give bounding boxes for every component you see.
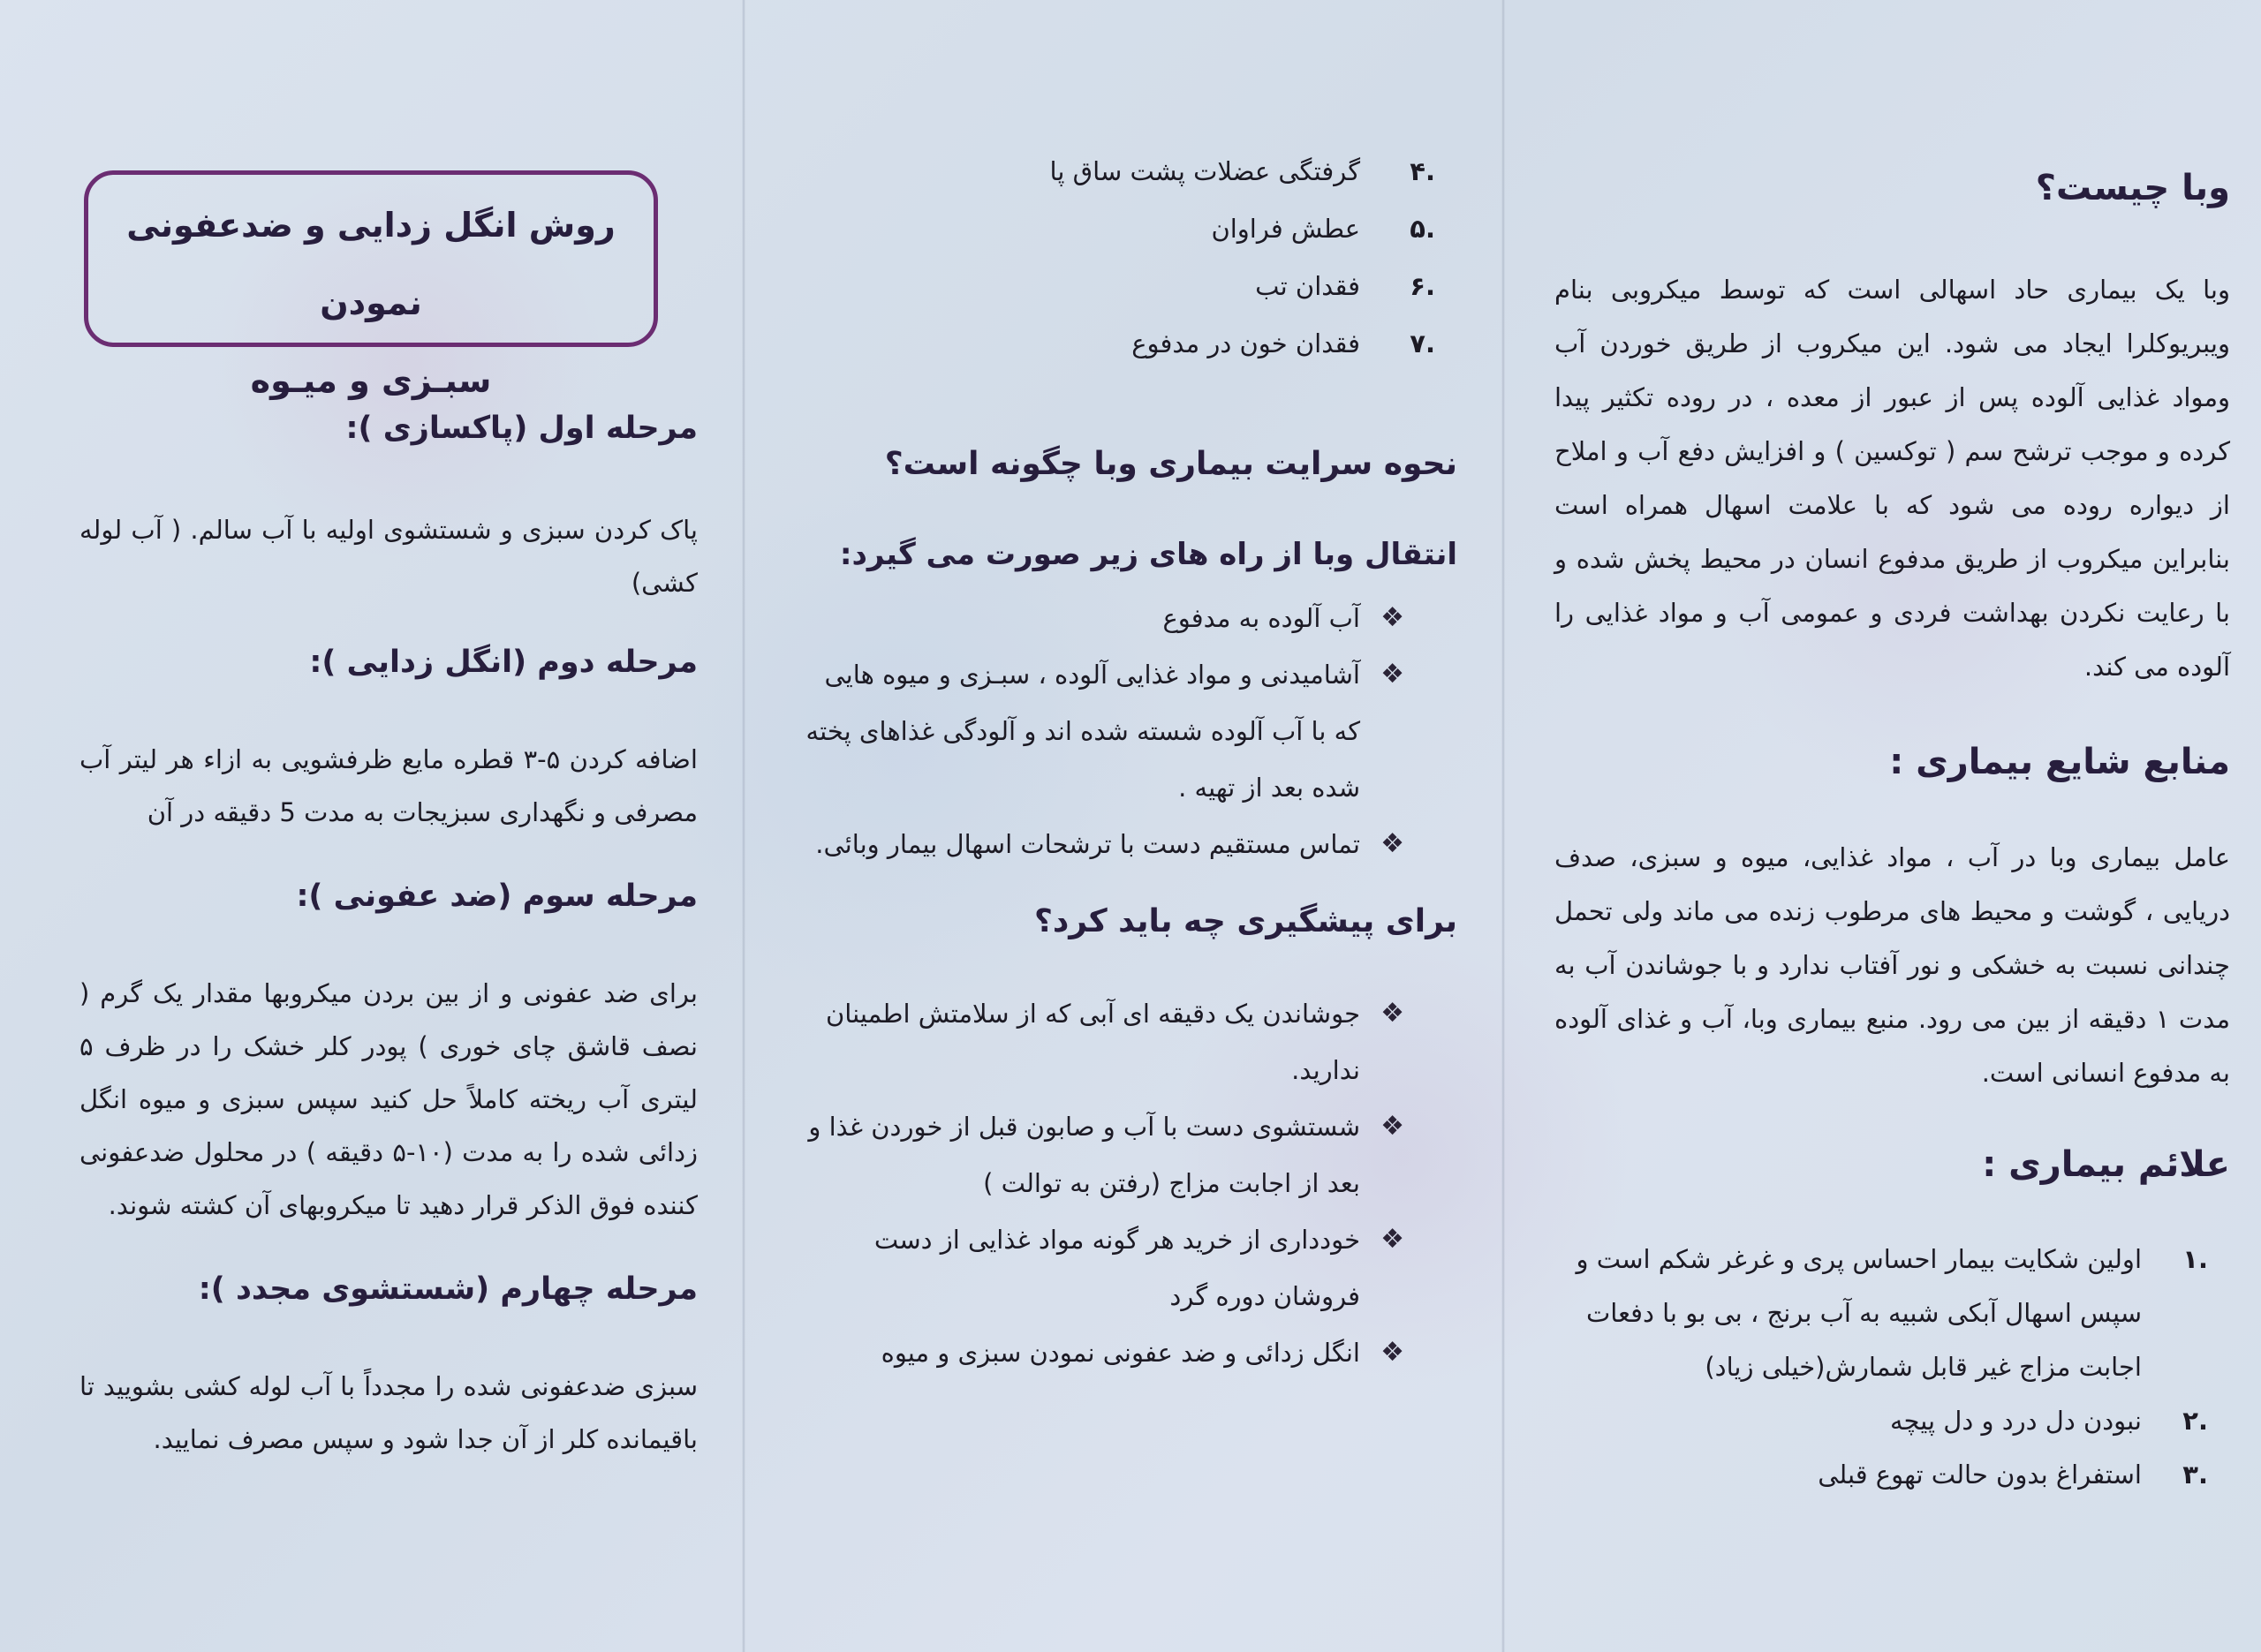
list-item	[795, 1324, 1457, 1381]
title-box-line-2: سبـزی و میـوه	[250, 361, 492, 400]
item-text: نبودن دل درد و دل پیچه	[1889, 1406, 2142, 1436]
item-text: خودداری از خرید هر گونه مواد غذایی از دست فروشان دوره گرد	[873, 1225, 1360, 1311]
bullet-icon: ❖	[1380, 1111, 1404, 1142]
item-text: استفراغ بدون حالت تهوع قبلی	[1818, 1460, 2142, 1490]
bullet-icon: ❖	[1380, 828, 1404, 859]
bullet-icon: ❖	[1380, 1224, 1404, 1255]
item-number: .۶	[1410, 271, 1435, 301]
list-item	[795, 985, 1457, 1098]
item-text: جوشاندن یک دقیقه ای آبی که از سلامتش اطمینان ندارید.	[825, 999, 1360, 1085]
prevention-list	[795, 985, 1457, 1381]
item-number: .۲	[2182, 1406, 2208, 1436]
bullet-icon: ❖	[1380, 602, 1404, 633]
heading-disease-sources: منابع شایع بیماری :	[1889, 742, 2230, 782]
list-item	[795, 315, 1457, 373]
item-text: شستشوی دست با آب و صابون قبل از خوردن غذا و بعد از اجابت مزاج (رفتن به توالت )	[808, 1112, 1360, 1198]
paragraph-step-1: پاک کردن سبزی و شستشوی اولیه با آب سالم. ( آب لوله کشی)	[79, 515, 698, 598]
list-item	[795, 1098, 1457, 1211]
heading-step-4: مرحله چهارم (شستشوی مجدد ):	[198, 1271, 698, 1307]
item-text: آشامیدنی و مواد غذایی آلوده ، سبـزی و میوه هایی که با آب آلوده شسته شده اند و آلودگی غذاهای پخته شده بعد از تهیه .	[805, 660, 1360, 803]
heading-step-2: مرحله دوم (انگل زدایی ):	[309, 645, 698, 680]
item-text: آب آلوده به مدفوع	[1162, 603, 1360, 633]
item-text: عطش فراوان	[1211, 214, 1360, 244]
bullet-icon: ❖	[1380, 998, 1404, 1029]
item-text: گرفتگی عضلات پشت ساق پا	[1049, 156, 1360, 186]
list-item	[795, 258, 1457, 315]
heading-what-is-cholera: وبا چیست؟	[2035, 168, 2230, 208]
title-box-line-1: روش انگل زدایی و ضدعفونی نمودن	[126, 206, 616, 322]
disinfection-title-box	[84, 170, 658, 400]
paragraph-step-4: سبزی ضدعفونی شده را مجدداً با آب لوله کشی بشویید تا باقیمانده کلر از آن جدا شود و سپس مصرف نمایید.	[79, 1371, 698, 1454]
list-item	[795, 646, 1457, 816]
paragraph-step-3: برای ضد عفونی و از بین بردن میکروبها مقدار یک گرم ( نصف قاشق چای خوری ) پودر کلر خشک را در ظرف ۵ لیتری آب ریخته کاملاً حل کنید سپس سبزی و میوه انگل زدائی شده را به مدت (۱۰-۵ دقیقه ) در محلول ضدعفونی کننده فوق الذکر قرار دهید تا میکروبهای آن کشته شوند.	[79, 978, 698, 1220]
paragraph-what-is-cholera: وبا یک بیماری حاد اسهالی است که توسط میکروبی بنام ویبریوکلرا ایجاد می شود. این میکروب از طریق خوردن آب ومواد غذایی آلوده پس از عبور از معده ، در روده تکثیر پیدا کرده و موجب ترشح سم ( توکسین ) و افزایش دفع آب و املاح از دیواره روده می شود که با علامت اسهال همراه است بنابراین میکروب از طریق مدفوع انسان در محیط پخش شده و با رعایت نکردن بهداشت فردی و عمومی آب و مواد غذایی را آلوده می کند.	[1554, 275, 2230, 682]
heading-transmission: نحوه سرایت بیماری وبا چگونه است؟	[884, 446, 1457, 482]
subheading-transmission-routes: انتقال وبا از راه های زیر صورت می گیرد:	[839, 537, 1457, 572]
paragraph-step-2: اضافه کردن ۵-۳ قطره مایع ظرفشویی به ازاء هر لیتر آب مصرفی و نگهداری سبزیجات به مدت 5 دقیقه در آن	[79, 744, 698, 827]
item-number: .۳	[2182, 1460, 2208, 1490]
heading-prevention: برای پیشگیری چه باید کرد؟	[1033, 903, 1457, 939]
item-text: اولین شکایت بیمار احساس پری و غرغر شکم است و سپس اسهال آبکی شبیه به آب برنج ، بی بو با دفعات اجابت مزاج غیر قابل شمارش(خیلی زیاد)	[1576, 1244, 2142, 1382]
item-text: فقدان تب	[1255, 271, 1360, 301]
item-text: فقدان خون در مدفوع	[1131, 328, 1360, 358]
fold-line-left	[742, 0, 745, 1652]
list-item	[1554, 1394, 2230, 1448]
heading-step-1: مرحله اول (پاکسازی ):	[345, 411, 698, 446]
symptoms-list-continued	[795, 143, 1457, 373]
item-number: .۱	[2182, 1244, 2208, 1274]
item-number: .۵	[1410, 214, 1435, 244]
list-item	[1554, 1448, 2230, 1502]
symptoms-list	[1554, 1233, 2230, 1502]
list-item	[795, 590, 1457, 646]
paragraph-disease-sources: عامل بیماری وبا در آب ، مواد غذایی، میوه و سبزی، صدف دریایی ، گوشت و محیط های مرطوب زنده می ماند ولی تحمل چندانی نسبت به خشکی و نور آفتاب ندارد و با جوشاندن آب به مدت ۱ دقیقه از بین می رود. منبع بیماری وبا، آب و غذای آلوده به مدفوع انسانی است.	[1554, 842, 2230, 1088]
list-item	[1554, 1233, 2230, 1394]
item-text: انگل زدائی و ضد عفونی نمودن سبزی و میوه	[881, 1338, 1360, 1368]
item-number: .۷	[1410, 328, 1435, 358]
heading-symptoms: علائم بیماری :	[1982, 1144, 2230, 1185]
list-item	[795, 1211, 1457, 1324]
heading-step-3: مرحله سوم (ضد عفونی ):	[296, 879, 698, 914]
list-item	[795, 816, 1457, 872]
item-number: .۴	[1410, 156, 1435, 186]
transmission-list	[795, 590, 1457, 872]
bullet-icon: ❖	[1380, 659, 1404, 690]
item-text: تماس مستقیم دست با ترشحات اسهال بیمار وبائی.	[815, 829, 1360, 859]
list-item	[795, 143, 1457, 200]
bullet-icon: ❖	[1380, 1337, 1404, 1368]
list-item	[795, 200, 1457, 258]
fold-line-right	[1501, 0, 1505, 1652]
